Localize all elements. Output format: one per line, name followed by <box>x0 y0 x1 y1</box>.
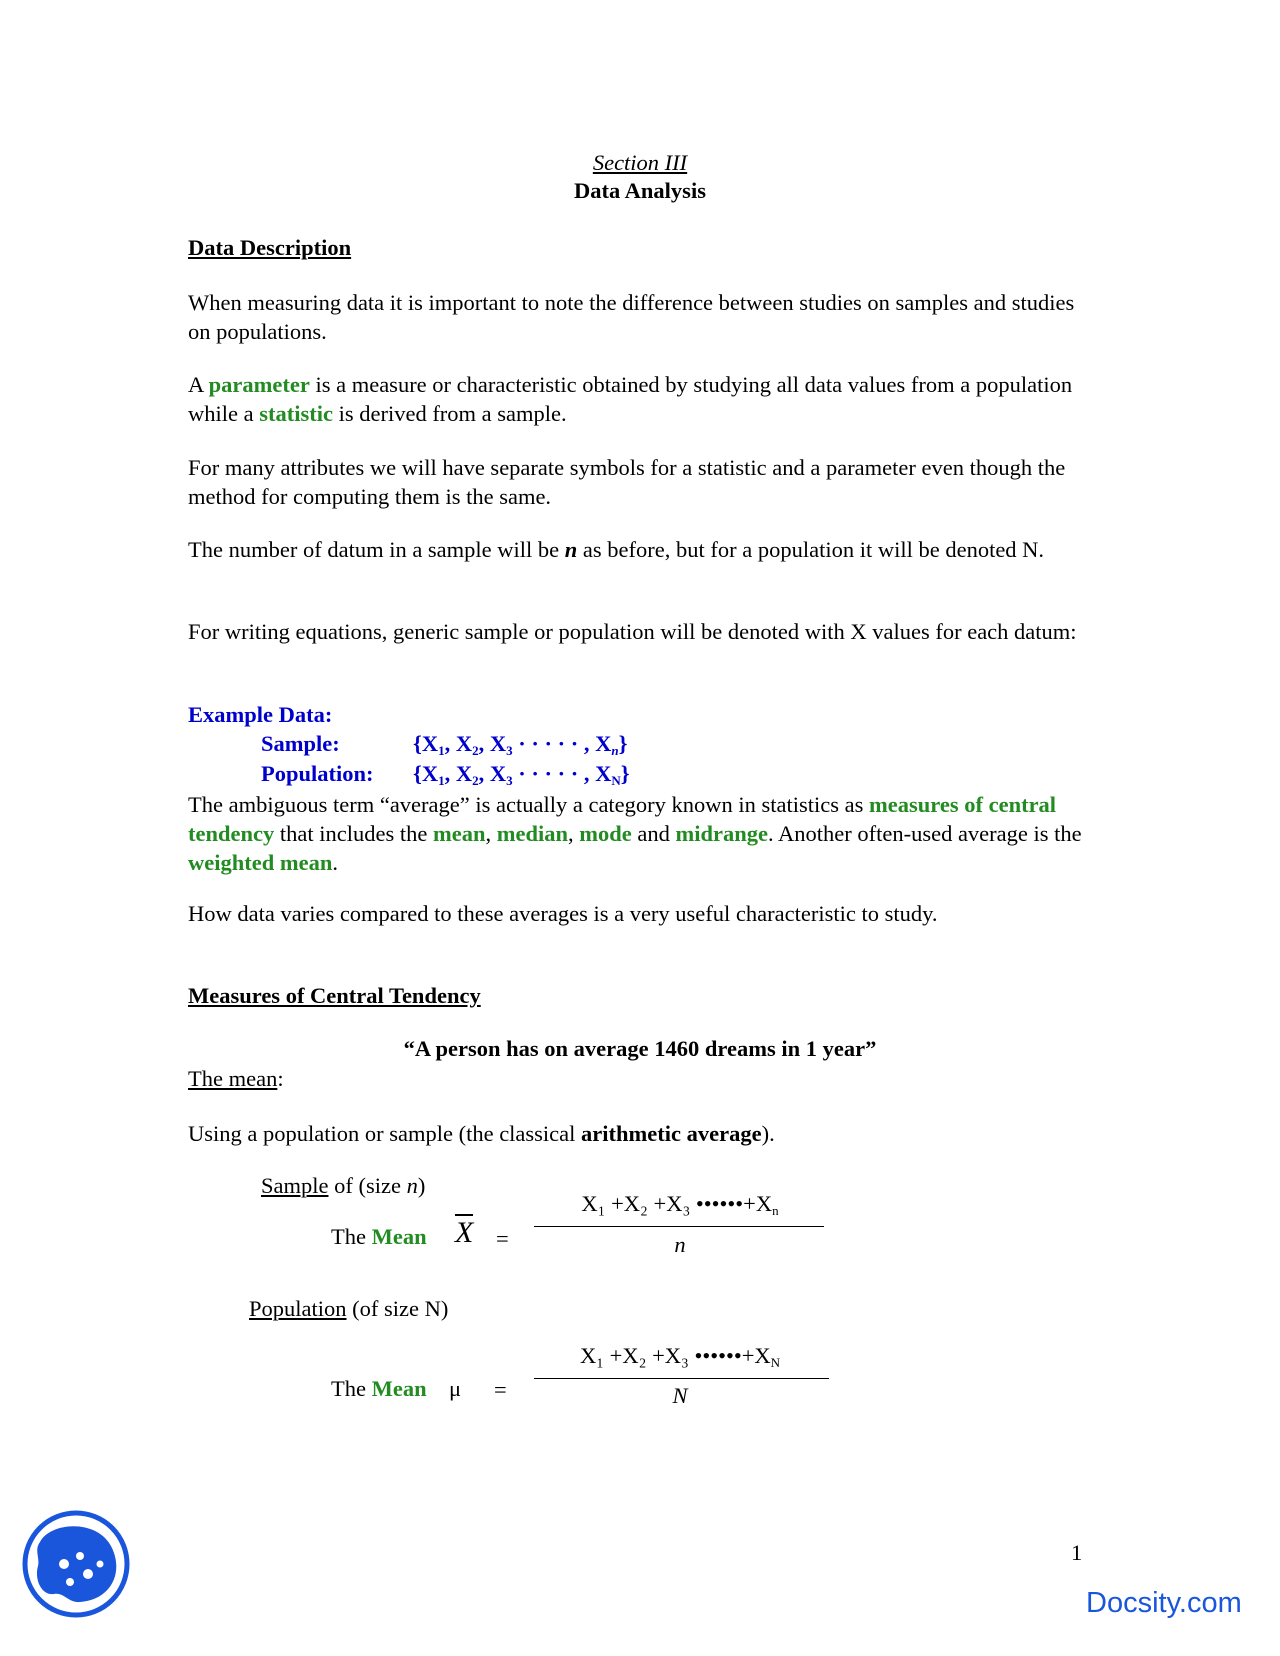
population-label: Population: <box>261 761 374 786</box>
paragraph-x-values: For writing equations, generic sample or population will be denoted with X values for each datum: <box>188 619 1077 644</box>
sample-denominator: n <box>674 1232 686 1257</box>
population-mean-label: The Mean <box>331 1376 427 1401</box>
term-parameter: parameter <box>208 372 310 397</box>
paragraph-parameter-statistic: A parameter is a measure or characteristic obtained by studying all data values from a population while a statistic is derived from a sample. <box>188 372 1073 426</box>
sample-fraction-bar <box>534 1226 824 1227</box>
paragraph-datum-count: The number of datum in a sample will be n as before, but for a population it will be denoted N. <box>188 537 1045 562</box>
page-title: Data Analysis <box>574 178 706 203</box>
sample-size-label: Sample of (size n) <box>261 1173 426 1198</box>
the-mean-label: The mean: <box>188 1066 284 1091</box>
x-bar-symbol: X <box>455 1216 474 1249</box>
dreams-quote: “A person has on average 1460 dreams in 1 year” <box>403 1036 877 1061</box>
sample-numerator: X₁ +X₂ +X₃ $••••••+X_n$ <box>581 1191 779 1218</box>
paragraph-symbols: For many attributes we will have separate symbols for a statistic and a parameter even though the method for computing them is the same. <box>188 455 1066 509</box>
population-equals: = <box>494 1377 507 1402</box>
sample-label: Sample: <box>261 731 340 756</box>
population-size-label: Population (of size N) <box>249 1296 449 1321</box>
example-data-heading: Example Data: <box>188 702 333 727</box>
sample-equals: = <box>496 1226 509 1251</box>
sample-set: {$X_1$, $X_2$, $X_3$ · · · · · , $X_n$} <box>413 731 628 758</box>
population-denominator: N <box>672 1383 688 1408</box>
page-number: 1 <box>1071 1540 1083 1565</box>
paragraph-central-tendency: The ambiguous term “average” is actually a category known in statistics as measures of central tendency that includes the mean, median, mode and midrange. Another often-used average is the weighted mean. <box>188 792 1082 875</box>
population-numerator: X₁ +X₂ +X₃ $••••••+X_N$ <box>579 1343 781 1370</box>
mu-symbol: μ <box>449 1376 462 1401</box>
section-label: Section III <box>592 150 688 175</box>
docsity-brand[interactable]: Docsity.com <box>1086 1587 1242 1619</box>
sample-mean-label: The Mean <box>331 1224 427 1249</box>
term-statistic: statistic <box>259 401 333 426</box>
population-fraction-bar <box>534 1378 829 1379</box>
paragraph-arithmetic-average: Using a population or sample (the classical arithmetic average). <box>188 1121 775 1146</box>
population-set: {$X_1$, $X_2$, $X_3$ · · · · · , $X_N$} <box>413 761 630 788</box>
paragraph-variation: How data varies compared to these averages is a very useful characteristic to study. <box>188 901 938 926</box>
measures-heading: Measures of Central Tendency <box>188 983 481 1008</box>
paragraph-samples-populations: When measuring data it is important to note the difference between studies on samples and studies on populations. <box>188 290 1075 344</box>
data-description-heading: Data Description <box>188 235 352 260</box>
docsity-logo-icon <box>20 1508 132 1626</box>
